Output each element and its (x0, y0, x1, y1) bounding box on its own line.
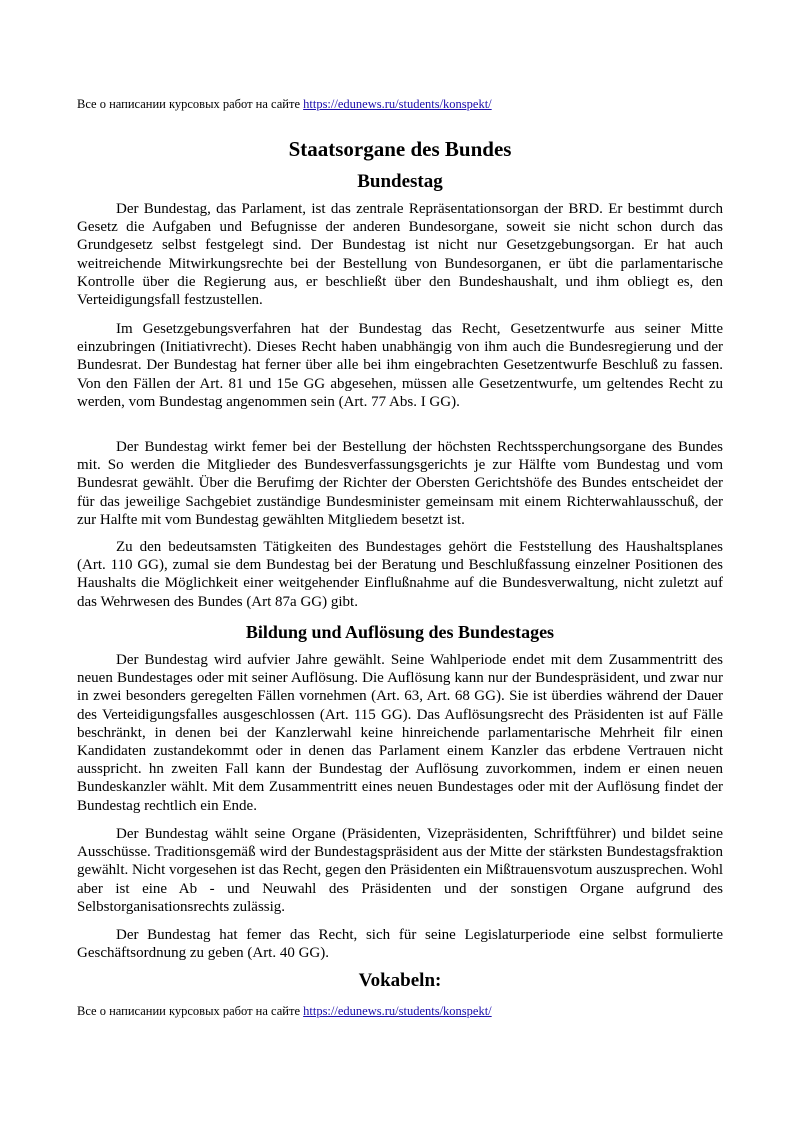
footer-note (77, 1003, 492, 1019)
header-note-link[interactable]: https://edunews.ru/students/konspekt/ (303, 97, 492, 111)
paragraph: Im Gesetzgebungsverfahren hat der Bundestag das Recht, Gesetzentwurfe aus seiner Mitte einzubringen (Initiativrecht). Dieses Recht haben unabhängig von ihm auch die Bundesregierung und der Bundesrat. Der Bundestag hat ferner über alle bei ihm eingebrachten Gesetzentwurfe Beschluß zu fassen. Von den Fällen der Art. 81 und 15e GG abgesehen, müssen alle Gesetzentwurfe, um geltendes Recht zu werden, vom Bundestag angenommen sein (Art. 77 Abs. I GG). (77, 321, 723, 410)
header-note (77, 96, 492, 112)
paragraph: Der Bundestag wählt seine Organe (Präsidenten, Vizepräsidenten, Schriftführer) und bildet seine Ausschüsse. Traditionsgemäß wird der Bundestagspräsident aus der Mitte der stärksten Bundestagsfraktion gewählt. Nicht vorgesehen ist das Recht, gegen den Präsidenten ein Mißtrauensvotum auszusprechen. Wohl aber ist eine Ab - und Neuwahl des Präsidenten und der sonstigen Organe aufgrund des Selbstorganisationsrechts zulässig. (77, 826, 723, 915)
section-heading-vokabeln: Vokabeln: (358, 970, 442, 991)
header-note-text: Все о написании курсовых работ на сайте (77, 97, 300, 111)
section-heading-bildung: Bildung und Auflösung des Bundestages (245, 622, 555, 642)
paragraph: Der Bundestag, das Parlament, ist das zentrale Repräsentationsorgan der BRD. Er bestimmt durch Gesetz die Aufgaben und Befugnisse der anderen Bundesorgane, soweit sie nicht schon durch das Grundgesetz selbst festgelegt sind. Der Bundestag ist nicht nur Gesetzgebungsorgan. Er hat auch weitreichende Mitwirkungsrechte bei der Bestellung von Bundesorganen, er übt die parlamentarische Kontrolle über die Regierung aus, er beschließt über den Bundeshaushalt, und ihm obliegt es, den Verteidigungsfall festzustellen. (77, 201, 723, 309)
footer-note-text: Все о написании курсовых работ на сайте (77, 1004, 300, 1018)
paragraph: Der Bundestag wird aufvier Jahre gewählt. Seine Wahlperiode endet mit dem Zusammentritt des neuen Bundestages oder mit seiner Auflösung. Die Auflösung kann nur der Bundespräsident, und zwar nur in zwei besonders geregelten Fällen vornehmen (Art. 63, Art. 68 GG). Sie ist überdies während der Dauer des Verteidigungsfalles ausgeschlossen (Art. 115 GG). Das Auflösungsrecht des Präsidenten ist auf Fälle beschränkt, in denen bei der Kanzlerwahl keine hinreichende parlamentarische Mehrheit filr einen Kandidaten zustandekommt oder in denen das Parlament einem Kanzler das erbdene Vertrauen nicht ausspricht. hn zweiten Fall kann der Bundestag der Auflösung zuvorkommen, indem er einen neuen Bundeskanzler wählt. Mit dem Zusammentritt eines neuen Bundestages oder mit der Auflösung findet der Bundestag rechtlich ein Ende. (77, 652, 723, 814)
footer-note-link[interactable]: https://edunews.ru/students/konspekt/ (303, 1004, 492, 1018)
page-title: Staatsorgane des Bundes (288, 137, 512, 161)
section-heading-bundestag: Bundestag (357, 171, 443, 192)
paragraph: Der Bundestag wirkt femer bei der Bestellung der höchsten Rechtssperchungsorgane des Bundes mit. So werden die Mitglieder des Bundesverfassungsgerichts je zur Hälfte vom Bundestag und vom Bundesrat gewählt. Über die Berufimg der Richter der Obersten Gerichtshöfe des Bundes entscheidet der für das jeweilige Sachgebiet zuständige Bundesminister gemeinsam mit einem Richterwahlausschuß, der zur Halfte mit vom Bundestag gewählten Mitgliedem besetzt ist. (77, 439, 723, 528)
paragraph: Zu den bedeutsamsten Tätigkeiten des Bundestages gehört die Feststellung des Haushaltsplanes (Art. 110 GG), zumal sie dem Bundestag bei der Beratung und Beschlußfassung einzelner Positionen des Haushalts die Möglichkeit einer weitgehender Einflußnahme auf die Bundesverwaltung, nicht zuletzt auf das Wehrwesen des Bundes (Art 87a GG) gibt. (77, 539, 723, 610)
paragraph: Der Bundestag hat femer das Recht, sich für seine Legislaturperiode eine selbst formulierte Geschäftsordnung zu geben (Art. 40 GG). (77, 927, 723, 962)
